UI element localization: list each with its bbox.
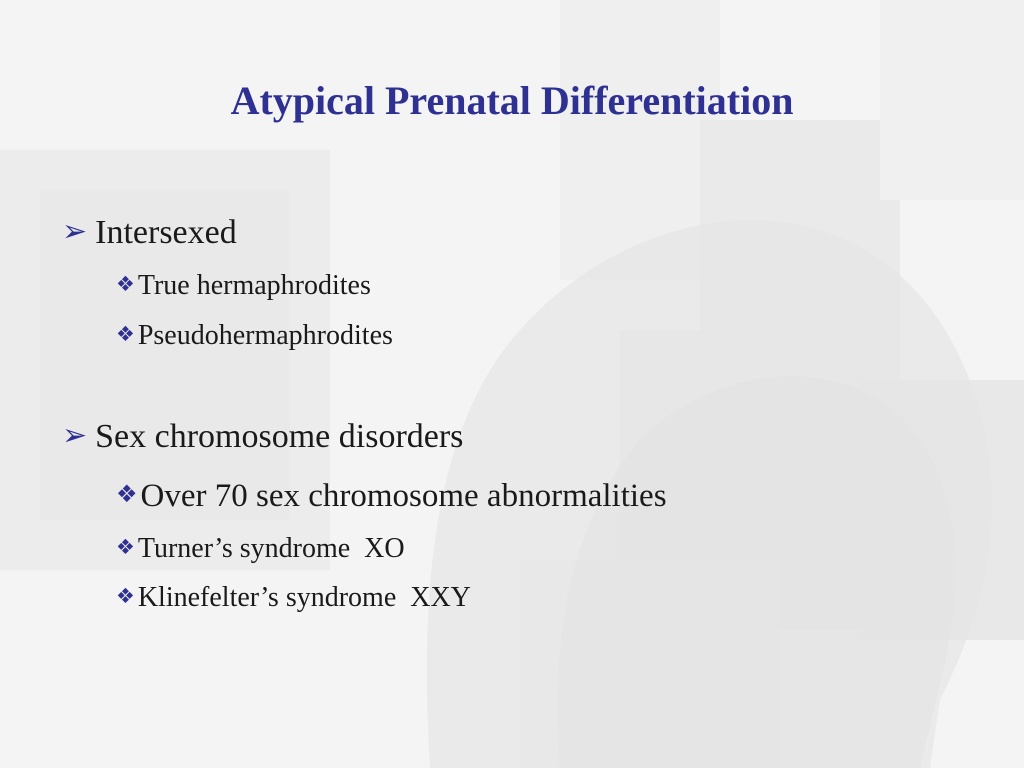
arrow-bullet-icon: ➢ <box>62 419 88 452</box>
sub-bullet-label: Pseudohermaphrodites <box>137 320 393 351</box>
sub-bullet-klinefelters-syndrome <box>116 579 471 615</box>
bullet-label: Intersexed <box>95 214 237 251</box>
sub-bullet-label: Klinefelter’s syndrome XXY <box>137 582 471 613</box>
bullet-sex-chromosome-disorders <box>62 416 463 457</box>
slide-title: Atypical Prenatal Differentiation <box>230 78 794 123</box>
four-diamond-bullet-icon: ❖ <box>116 480 138 508</box>
arrow-bullet-icon: ➢ <box>62 215 88 248</box>
four-diamond-bullet-icon: ❖ <box>116 322 135 346</box>
four-diamond-bullet-icon: ❖ <box>116 272 135 296</box>
sub-bullet-pseudohermaphrodites <box>116 317 393 353</box>
sub-bullet-turners-syndrome <box>116 530 405 566</box>
four-diamond-bullet-icon: ❖ <box>116 584 135 608</box>
bullet-intersexed <box>62 212 237 253</box>
bullet-label: Sex chromosome disorders <box>95 418 464 455</box>
sub-bullet-label: True hermaphrodites <box>137 270 371 301</box>
four-diamond-bullet-icon: ❖ <box>116 535 135 559</box>
sub-bullet-over-70-abnormalities <box>116 474 667 516</box>
sub-bullet-label: Over 70 sex chromosome abnormalities <box>140 478 667 514</box>
sub-bullet-label: Turner’s syndrome XO <box>137 533 405 564</box>
sub-bullet-true-hermaphrodites <box>116 267 371 303</box>
